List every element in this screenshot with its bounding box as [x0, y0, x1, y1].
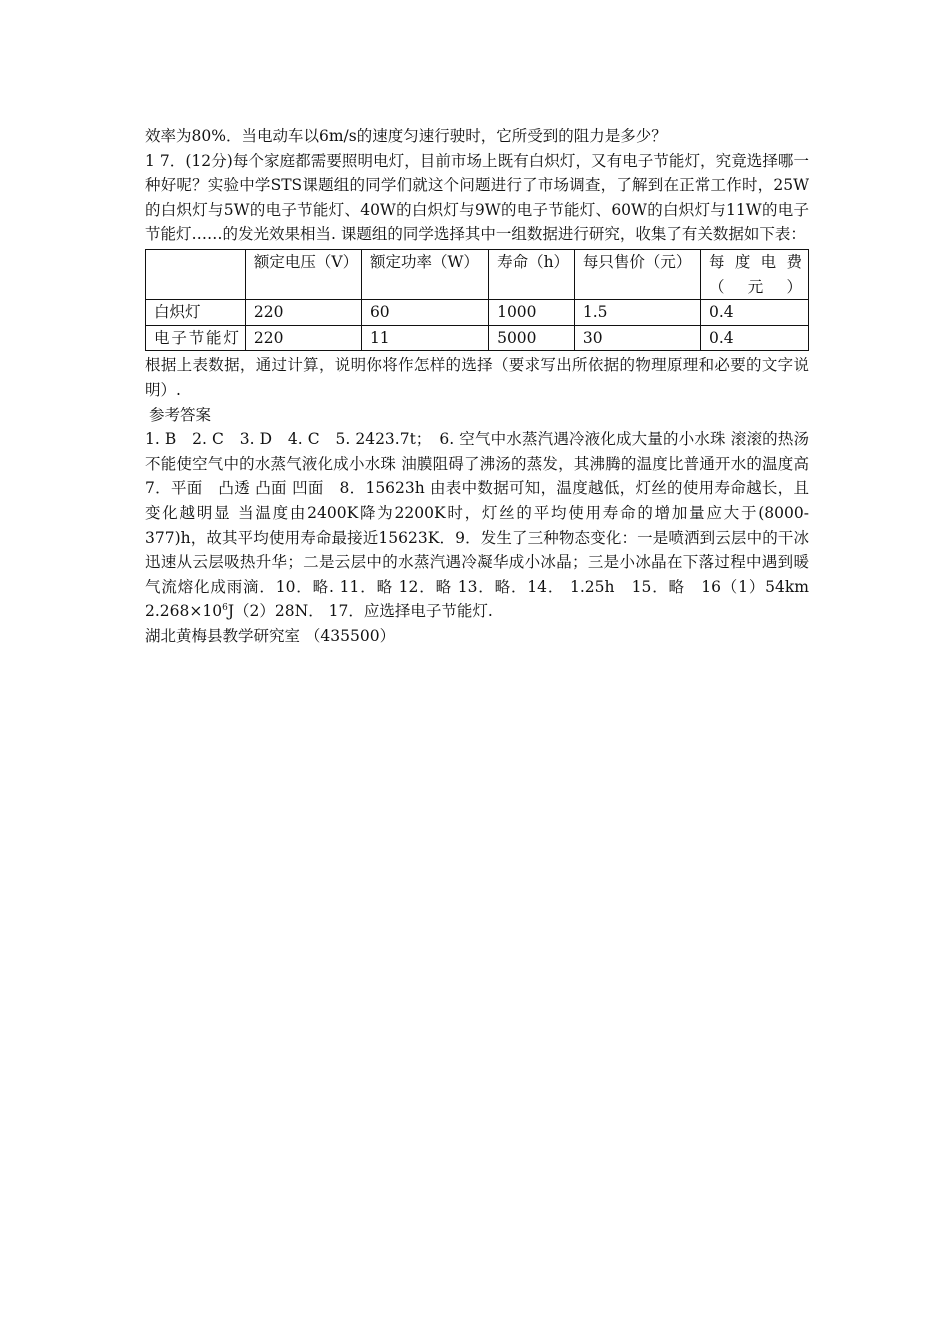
table-cell: 1.5 — [574, 300, 700, 326]
question-17: 1 7．(12分)每个家庭都需要照明电灯，目前市场上既有白炽灯，又有电子节能灯，究竟选择哪一种好呢？实验中学STS课题组的同学们就这个问题进行了市场调查，了解到在正常工作时，25W的白炽灯与5W的电子节能灯、40W的白炽灯与9W的电子节能灯、60W的白炽灯与11W的电子节能灯……的发光效果相当. 课题组的同学选择其中一组数据进行研究，收集了有关数据如下表： — [145, 151, 809, 244]
table-cell: 220 — [245, 300, 361, 326]
answers-text-end: J（2）28N． 17．应选择电子节能灯. — [227, 602, 493, 621]
question-16-tail: 效率为80%．当电动车以6m/s的速度匀速行驶时，它所受到的阻力是多少？ — [145, 127, 667, 145]
table-row — [146, 325, 809, 351]
table-header-cell — [146, 249, 246, 299]
table-header-row — [146, 249, 809, 299]
answers-body — [145, 427, 825, 624]
table-cell: 电子节能灯 — [146, 325, 246, 351]
table-cell: 30 — [574, 325, 700, 351]
table-header-cell: 每度电费（元） — [700, 249, 808, 299]
table-cell: 白炽灯 — [146, 300, 246, 326]
table-header-cell: 额定功率（W） — [361, 249, 488, 299]
table-cell: 0.4 — [700, 300, 808, 326]
table-header-cell: 每只售价（元） — [574, 249, 700, 299]
table-cell: 11 — [361, 325, 488, 351]
table-cell: 1000 — [489, 300, 575, 326]
table-cell: 0.4 — [700, 325, 808, 351]
question-17-tail: 根据上表数据，通过计算，说明你将作怎样的选择（要求写出所依据的物理原理和必要的文字说明）. — [145, 356, 809, 399]
answers-exponent: 6 — [222, 603, 228, 614]
answers-text: 1. B 2. C 3. D 4. C 5. 2423.7t； 6. 空气中水蒸汽遇冷液化成大量的小水珠 滚滚的热汤不能使空气中的水蒸气液化成小水珠 油膜阻碍了沸汤的蒸发，其沸腾的温度比普通开水的温度高 7．平面 凸透 凸面 凹面 8．15623h 由表中数据可知，温度越低，灯丝的使用寿命越长，且变化越明显 当温度由2400K降为2200K时，灯丝的平均使用寿命的增加量应大于(8000-377)h，故其平均使用寿命最接近15623K．9．发生了三种物态变化：一是喷洒到云层中的干冰迅速从云层吸热升华；二是云层中的水蒸汽遇冷凝华成小冰晶；三是小冰晶在下落过程中遇到暖气流熔化成雨滴．10．略. 11．略 12．略 13．略．14． 1.25h 15．略 16（1）54km 2.268×10 — [145, 430, 825, 621]
lamp-data-table — [145, 249, 809, 351]
table-row — [146, 300, 809, 326]
table-cell: 220 — [245, 325, 361, 351]
footer-source: 湖北黄梅县教学研究室 （435500） — [145, 626, 396, 645]
document-page — [145, 124, 825, 648]
answers-heading: 参考答案 — [149, 405, 212, 424]
table-cell: 60 — [361, 300, 488, 326]
table-cell: 5000 — [489, 325, 575, 351]
table-header-cell: 寿命（h） — [489, 249, 575, 299]
table-header-cell: 额定电压（V） — [245, 249, 361, 299]
